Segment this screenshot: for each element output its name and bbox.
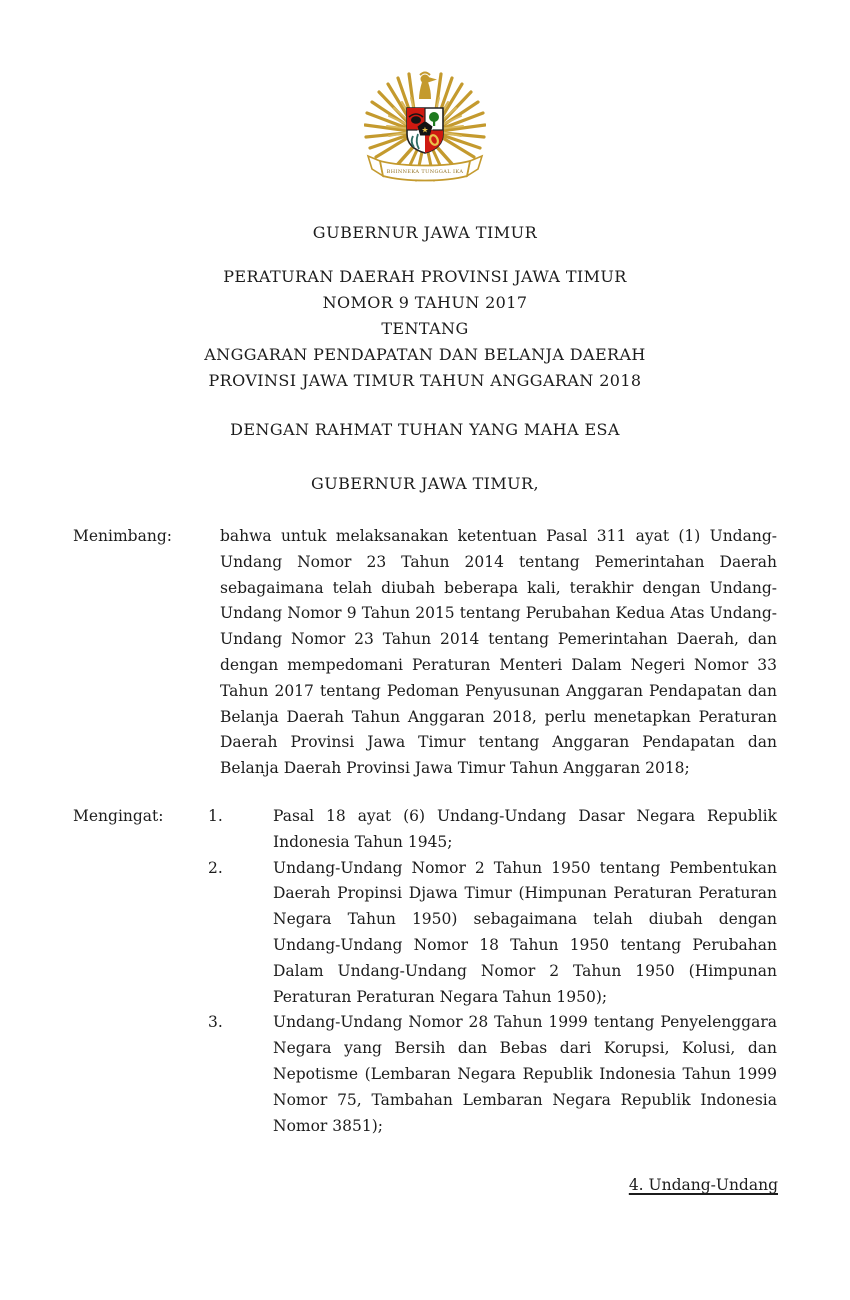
subject-line-2: PROVINSI JAWA TIMUR TAHUN ANGGARAN 2018 — [208, 371, 642, 390]
list-item — [208, 1010, 777, 1139]
institution-heading: GUBERNUR JAWA TIMUR — [312, 223, 538, 242]
banyan-tree-icon — [429, 112, 439, 122]
motto-banner — [368, 156, 482, 181]
tentang-line: TENTANG — [381, 319, 469, 338]
mengingat-list — [208, 804, 777, 1139]
list-item — [208, 856, 777, 1011]
regulation-title-line: PERATURAN DAERAH PROVINSI JAWA TIMUR — [223, 267, 627, 286]
list-item-text: Undang-Undang Nomor 2 Tahun 1950 tentang Pembentukan Daerah Propinsi Djawa Timur (Himpunan Peraturan Peraturan Negara Tahun 1950) sebagaimana telah diubah dengan Undang-Undang Nomor 18 Tahun 1950 tentang Perubahan Dalam Undang-Undang Nomor 2 Tahun 1950 (Himpunan Peraturan Peraturan Negara Tahun 1950); — [273, 858, 777, 1006]
mengingat-label: Mengingat: — [73, 806, 164, 825]
list-item-text: Undang-Undang Nomor 28 Tahun 1999 tentang Penyelenggara Negara yang Bersih dan Bebas dari Korupsi, Kolusi, dan Nepotisme (Lembaran Negara Republik Indonesia Tahun 1999 Nomor 75, Tambahan Lembaran Negara Republik Indonesia Nomor 3851); — [273, 1013, 777, 1135]
menimbang-section — [0, 524, 850, 782]
garuda-emblem-icon — [364, 66, 486, 194]
garuda-head — [419, 73, 437, 100]
garuda-pancasila-emblem — [364, 66, 486, 194]
regulation-number-line: NOMOR 9 TAHUN 2017 — [322, 293, 528, 312]
list-item-text: Pasal 18 ayat (6) Undang-Undang Dasar Negara Republik Indonesia Tahun 1945; — [273, 806, 777, 851]
subject-line: ANGGARAN PENDAPATAN DAN BELANJA DAERAH — [204, 345, 646, 364]
pancasila-shield — [407, 108, 443, 153]
mengingat-section — [0, 804, 850, 1139]
list-item-number: 3. — [208, 1013, 223, 1032]
regulation-title — [0, 264, 850, 394]
list-item-number: 1. — [208, 806, 223, 825]
authority-line: GUBERNUR JAWA TIMUR, — [311, 474, 539, 493]
menimbang-label: Menimbang: — [73, 527, 172, 545]
motto-text: BHINNEKA TUNGGAL IKA — [386, 169, 464, 175]
menimbang-text: bahwa untuk melaksanakan ketentuan Pasal 311 ayat (1) Undang-Undang Nomor 23 Tahun 2014 tentang Pemerintahan Daerah sebagaimana telah diubah beberapa kali, terakhir dengan Undang-Undang Nomor 9 Tahun 2015 tentang Perubahan Kedua Atas Undang-Undang Nomor 23 Tahun 2014 tentang Pemerintahan Daerah, dan dengan mempedomani Peraturan Menteri Dalam Negeri Nomor 33 Tahun 2017 tentang Pedoman Penyusunan Anggaran Pendapatan dan Belanja Daerah Tahun Anggaran 2018, perlu menetapkan Peraturan Daerah Provinsi Jawa Timur tentang Anggaran Pendapatan dan Belanja Daerah Provinsi Jawa Timur Tahun Anggaran 2018; — [220, 527, 777, 778]
invocation-line: DENGAN RAHMAT TUHAN YANG MAHA ESA — [230, 420, 620, 439]
list-item-number: 2. — [208, 858, 223, 877]
list-item — [208, 804, 777, 856]
star-icon: ★ — [421, 125, 429, 135]
buffalo-icon — [411, 116, 421, 124]
catchword: 4. Undang-Undang — [628, 1176, 778, 1194]
